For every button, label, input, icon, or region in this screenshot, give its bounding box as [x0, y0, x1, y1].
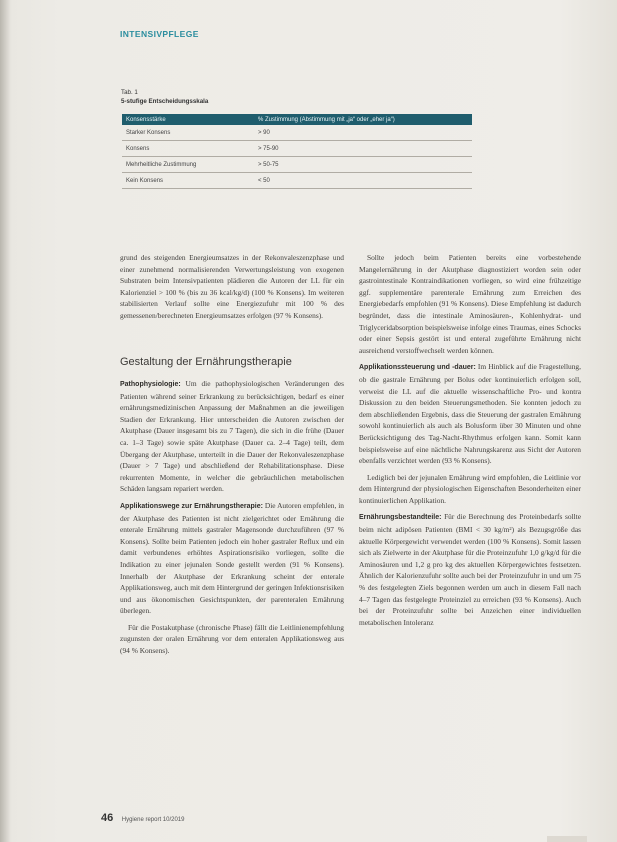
consensus-table: [122, 114, 472, 189]
page-fold-shadow: [0, 0, 10, 842]
body-paragraph: Sollte jedoch beim Patienten bereits eine vorbestehende Mangelernährung in der Akutphase diagnostiziert worden sein oder gastrointestinale Kontraindikationen vorliegen, so wird eine frühzeitige ggf. supplementäre parenterale Ernährung zum Erreichen des Energiebedarfs empfohlen (91 % Konsens). Diese Empfehlung ist dadurch begründet, dass die intestinale Aminosäuren-, Kohlenhydrat- und Triglyceridabsorption beispielsweise infolge eines Traumas, eines Schocks oder einer Sepsis gestört ist und enteral zugeführte Ernährung nicht ausreichend verstoffwechselt werden können.: [359, 253, 581, 355]
body-paragraph: [120, 378, 344, 495]
table-cell: > 75-90: [254, 141, 472, 157]
table-cell: Kein Konsens: [122, 173, 254, 189]
table-row: [122, 125, 472, 141]
table-caption: [121, 88, 208, 106]
section-heading: Gestaltung der Ernährungstherapie: [120, 356, 292, 368]
body-paragraph: [120, 500, 344, 617]
table-row: [122, 141, 472, 157]
paragraph-text: Die Autoren empfehlen, in der Akutphase des Patienten ist nicht zielgerichtet oder Ernährung die enterale Ernährung mittels gastraler Magensonde durchzuführen (97 % Konsens). Sollte beim Patienten jedoch ein hoher gastraler Reflux und ein damit verbundenes erhöhtes Aspirationsrisiko vorliegen, sollte die Indikation zu einer jejunalen Sonde gestellt werden (91 % Konsens). Innerhalb der Akutphase der Erkrankung scheint der enterale Applikationsweg, auch mit dem Hintergrund der geringen Infektionsrisiken und aus ökonomischen Gesichtspunkten, der parenteralen Ernährung überlegen.: [120, 500, 344, 616]
table-label: Tab. 1: [121, 89, 138, 96]
table-cell: Konsens: [122, 141, 254, 157]
body-paragraph: [359, 511, 581, 628]
table-cell: Starker Konsens: [122, 125, 254, 141]
body-paragraph: Lediglich bei der jejunalen Ernährung wird empfohlen, die Leitlinie vor dem Hintergrund der physiologischen Eigenschaften Besonderheiten einer kontinuierlichen Applikation.: [359, 472, 581, 505]
scan-artifact: [547, 836, 587, 842]
table-cell: Mehrheitliche Zustimmung: [122, 157, 254, 173]
paragraph-text: Im Hinblick auf die Fragestellung, ob die gastrale Ernährung per Bolus oder kontinuierlich erfolgen soll, verweist die LL auf die aktuelle wissenschaftliche Pro- und kontra Diskussion zu den beiden Steuerungsmethoden. Sie konnten jedoch zu dem abschließenden Ergebnis, dass die Steuerung der gastralen Ernährung sowohl kontinuierlich als auch als Bolusform über 30 Minuten und ohne Berücksichtigung des Tag-Nacht-Rhythmus erfolgen kann. Somit kann beispielsweise auf eine nächtliche Nahrungskarenz aus Sicht der Autoren ebenfalls verzichtet werden (93 % Konsens).: [359, 362, 581, 466]
column-header: Konsensstärke: [122, 114, 254, 125]
table-header-row: [122, 114, 472, 125]
body-paragraph: Für die Postakutphase (chronische Phase) fällt die Leitlinienempfehlung zugunsten der oralen Ernährung vor dem enteralen Applikationsweg aus (94 % Konsens).: [120, 622, 344, 656]
page-number: 46: [101, 812, 114, 824]
paragraph-label: Applikationssteuerung und -dauer:: [359, 364, 476, 372]
paragraph-label: Ernährungsbestandteile:: [359, 514, 442, 522]
left-column: [120, 252, 344, 327]
body-paragraph: [359, 361, 581, 466]
table-cell: > 50-75: [254, 157, 472, 173]
left-column-lower: [120, 378, 344, 662]
journal-name: Hygiene report 10/2019: [121, 817, 185, 823]
page-footer: [101, 812, 184, 824]
table-cell: > 90: [254, 125, 472, 141]
table-row: [122, 157, 472, 173]
right-column: [359, 252, 581, 633]
paragraph-label: Applikationswege zur Ernährungstherapie:: [120, 502, 263, 510]
paragraph-text: Um die pathophysiologischen Veränderungen des Patienten während seiner Erkrankung zu berücksichtigen, bedarf es einer ernährungsmedizinischen Anpassung der Maßnahmen an die jeweiligen Stadien der Erkrankung. Hier unterscheiden die Autoren zwischen der Akutphase (Dauer insgesamt bis zu 7 Tagen), die sich in die frühe (Dauer ca. 1–3 Tage) sowie späte Akutphase (Dauer ca. 2–4 Tage) teilt, dem Übergang der Akutphase, unterteilt in die Dauer der Rekonvaleszenzphase (Dauer > 7 Tage) und abschließend der Rehabilitationsphase. Diese rekurrenten Momente, in welcher die gebräuchlichen metabolischen Schäden langsam repariert werden.: [120, 379, 344, 494]
paragraph-text: Für die Berechnung des Proteinbedarfs sollte beim nicht adipösen Patienten (BMI < 30 kg/m²) als Bezugsgröße das aktuelle Körpergewicht verwendet werden (100 % Konsens). Somit lassen sich als Zielwerte in der Akutphase für die Proteinzufuhr 1,0 g/kg/d für die Aminosäuren und 1,2 g pro kg des aktuellen Körpergewichtes festsetzen. Ähnlich der Kalorienzufuhr sollte auch bei der Proteinzufuhr in und um 75 % des festgelegten Ziels begonnen werden um auch in diesem Fall nach 4–7 Tagen das festgelegte Proteinziel zu erreichen (93 % Konsens). Auch bei der Proteinzufuhr sollte bei Anzeichen einer individuellen metabolischen Intoleranz: [359, 512, 581, 627]
table-title: 5-stufige Entscheidungsskala: [121, 98, 209, 105]
body-paragraph: grund des steigenden Energieumsatzes in der Rekonvaleszenzphase und einer zunehmend normalisierenden Verwertungsleistung von exogenen Substraten beim Intensivpatienten plädieren die Autoren der LL für ein Kalorienziel > 100 % (bis zu 36 kcal/kg/d) (100 % Konsens). Im weiteren stabilisierten Verlauf sollte eine Energiezufuhr mit 100 % des gemessenen/berechneten Energieumsatzes erfolgen (97 % Konsens).: [120, 253, 344, 320]
column-header: % Zustimmung (Abstimmung mit „ja“ oder „eher ja“): [254, 114, 472, 125]
table-cell: < 50: [254, 173, 472, 189]
table-row: [122, 173, 472, 189]
section-label: INTENSIVPFLEGE: [120, 29, 199, 39]
paragraph-label: Pathophysiologie:: [120, 381, 181, 388]
